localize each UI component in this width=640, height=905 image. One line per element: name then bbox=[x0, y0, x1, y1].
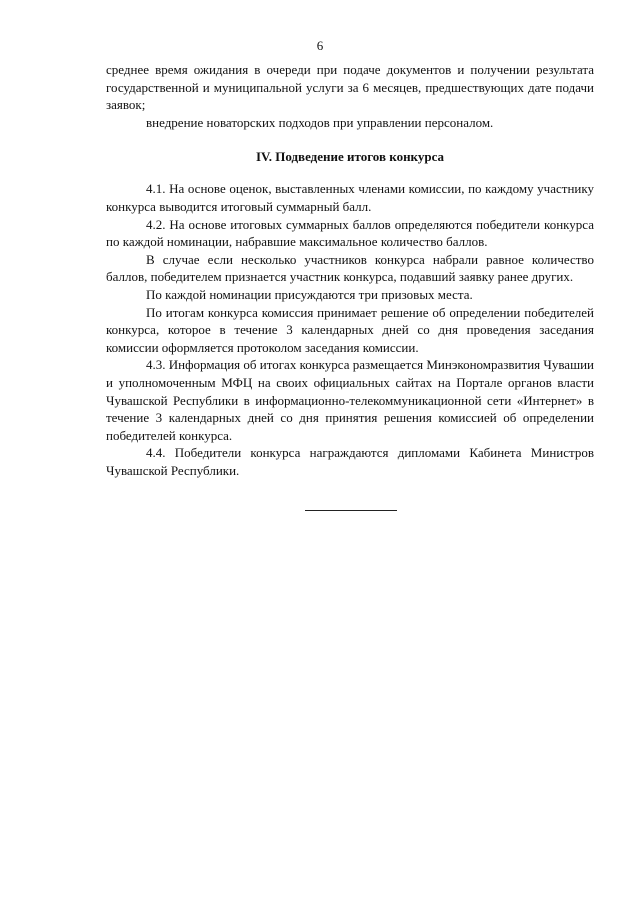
paragraph-4-1: 4.1. На основе оценок, выставленных членами комиссии, по каждому участнику конкурса выводится итоговый суммарный балл. bbox=[106, 181, 594, 214]
section-heading: IV. Подведение итогов конкурса bbox=[255, 149, 445, 165]
paragraph-4-4: 4.4. Победители конкурса награждаются дипломами Кабинета Министров Чувашской Республики. bbox=[106, 445, 594, 478]
paragraph-4-3: 4.3. Информация об итогах конкурса размещается Минэкономразвития Чувашии и уполномоченным МФЦ на своих официальных сайтах на Портале органов власти Чувашской Республики в информационно-телекоммуникационной сети «Интернет» в течение 3 календарных дней со дня принятия решения комиссией об определении победителей конкурса. bbox=[106, 357, 594, 443]
intro-paragraph-2: внедрение новаторских подходов при управлении персоналом. bbox=[146, 114, 494, 130]
paragraph-commission-decision: По итогам конкурса комиссия принимает решение об определении победителей конкурса, которое в течение 3 календарных дней со дня проведения заседания комиссии оформляется протоколом заседания комиссии. bbox=[106, 304, 594, 355]
paragraph-equal-scores: В случае если несколько участников конкурса набрали равное количество баллов, победителем признается участник конкурса, подавший заявку ранее других. bbox=[106, 251, 594, 285]
document-body bbox=[106, 61, 594, 479]
paragraph-4-2: 4.2. На основе итоговых суммарных баллов определяются победители конкурса по каждой номинации, набравшие максимальное количество баллов. bbox=[106, 216, 594, 250]
closing-separator-line bbox=[305, 510, 397, 511]
intro-paragraph-1: среднее время ожидания в очереди при подаче документов и получении результата государственной и муниципальной услуги за 6 месяцев, предшествующих дате подачи заявок; bbox=[106, 62, 594, 113]
paragraph-prize-places: По каждой номинации присуждаются три призовых места. bbox=[146, 286, 473, 302]
page-number: 6 bbox=[316, 38, 324, 53]
